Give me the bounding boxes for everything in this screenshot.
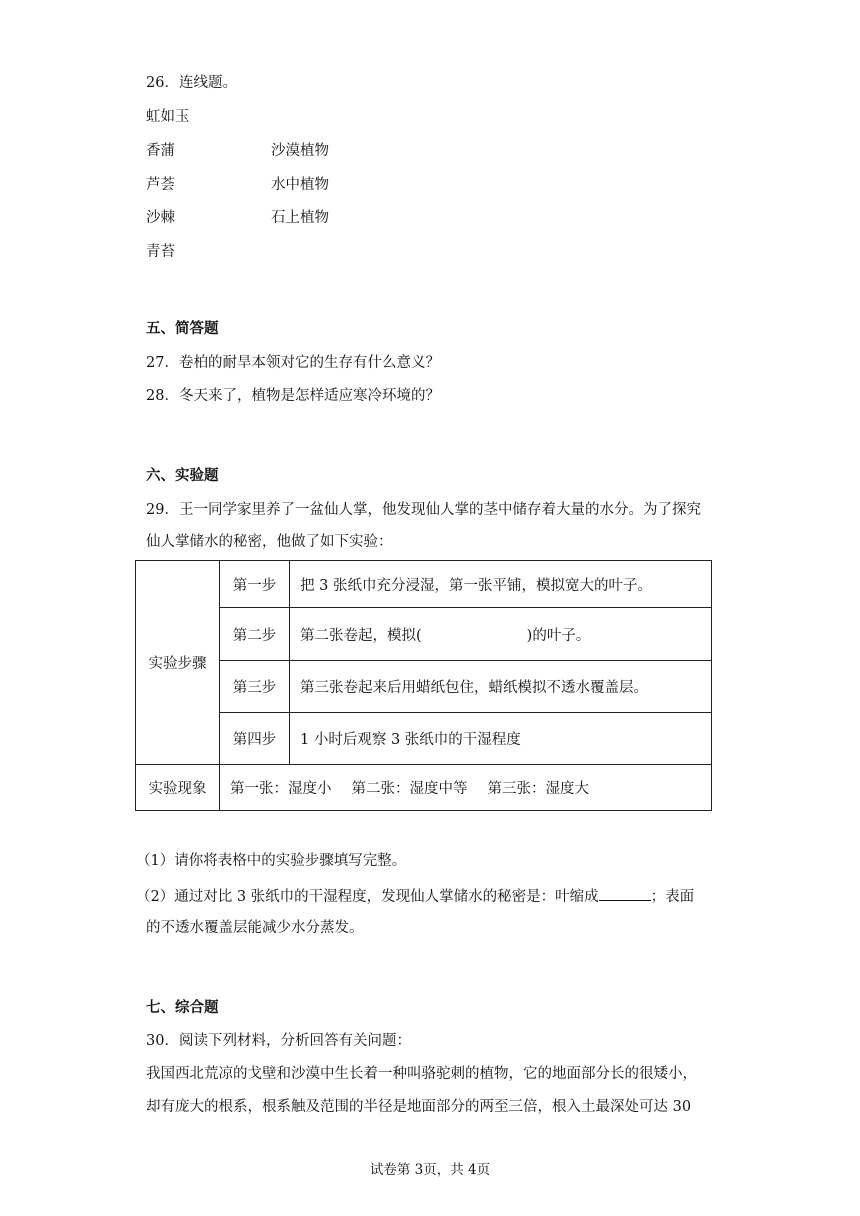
q26-right-item-3: 石上植物 xyxy=(271,210,329,226)
result-label-cell: 实验现象 xyxy=(136,765,220,811)
q30-text: 30．阅读下列材料，分析回答有关问题： xyxy=(146,1033,411,1049)
q26-left-item-5: 青苔 xyxy=(146,244,175,260)
q26-title: 26．连线题。 xyxy=(146,75,237,91)
q26-right-item-1: 沙漠植物 xyxy=(271,143,329,159)
step-3-name: 第三步 xyxy=(220,661,290,713)
q29-sub-1: （1）请你将表格中的实验步骤填写完整。 xyxy=(136,853,407,869)
q29-sub-2-line-2: 的不透水覆盖层能减少水分蒸发。 xyxy=(146,920,364,936)
step-2-cell xyxy=(290,608,712,661)
step-4-name: 第四步 xyxy=(220,713,290,765)
q29-sub-2-answer-blank[interactable] xyxy=(599,885,651,901)
step-2-name: 第二步 xyxy=(220,608,290,661)
q29-line-2: 仙人掌储水的秘密，他做了如下实验： xyxy=(146,534,393,550)
step-2-text-before: 第二张卷起，模拟( xyxy=(300,627,422,644)
q30-para-line-1: 我国西北荒凉的戈壁和沙漠中生长着一种叫骆驼刺的植物，它的地面部分长的很矮小， xyxy=(146,1066,697,1082)
step-4-text: 1 小时后观察 3 张纸巾的干湿程度 xyxy=(290,713,712,765)
q26-left-item-1: 虹如玉 xyxy=(146,109,190,125)
q26-left-item-4: 沙棘 xyxy=(146,210,175,226)
q30-para-line-2: 却有庞大的根系，根系触及范围的半径是地面部分的两至三倍，根入土最深处可达 30 xyxy=(146,1099,692,1115)
page-footer: 试卷第 3页，共 4页 xyxy=(369,1162,491,1178)
q29-sub-2-line-1 xyxy=(136,885,694,907)
q29-sub-2-text-before: （2）通过对比 3 张纸巾的干湿程度，发现仙人掌储水的秘密是：叶缩成 xyxy=(136,889,599,905)
q26-right-item-2: 水中植物 xyxy=(271,177,329,193)
q26-left-item-2: 香蒲 xyxy=(146,143,175,159)
step-3-text: 第三张卷起来后用蜡纸包住，蜡纸模拟不透水覆盖层。 xyxy=(290,661,712,713)
step-1-text: 把 3 张纸巾充分浸湿，第一张平铺，模拟宽大的叶子。 xyxy=(290,561,712,608)
q29-line-1: 29．王一同学家里养了一盆仙人掌，他发现仙人掌的茎中储存着大量的水分。为了探究 xyxy=(146,502,701,518)
step-2-text-after: )的叶子。 xyxy=(526,627,591,644)
q29-sub-2-text-after: ；表面 xyxy=(650,889,695,905)
q26-left-item-3: 芦荟 xyxy=(146,177,175,193)
q27-text: 27．卷柏的耐旱本领对它的生存有什么意义？ xyxy=(146,355,440,371)
experiment-table xyxy=(135,560,712,811)
steps-label-cell: 实验步骤 xyxy=(136,561,220,765)
step-1-name: 第一步 xyxy=(220,561,290,608)
q28-text: 28．冬天来了，植物是怎样适应寒冷环境的？ xyxy=(146,388,440,404)
results-cell xyxy=(220,765,712,811)
section-5-heading: 五、简答题 xyxy=(146,320,219,337)
result-2: 第二张：湿度中等 xyxy=(351,781,468,797)
result-3: 第三张：湿度大 xyxy=(487,781,589,797)
section-7-heading: 七、综合题 xyxy=(146,999,219,1016)
result-1: 第一张：湿度小 xyxy=(230,781,332,797)
section-6-heading: 六、实验题 xyxy=(146,467,219,484)
